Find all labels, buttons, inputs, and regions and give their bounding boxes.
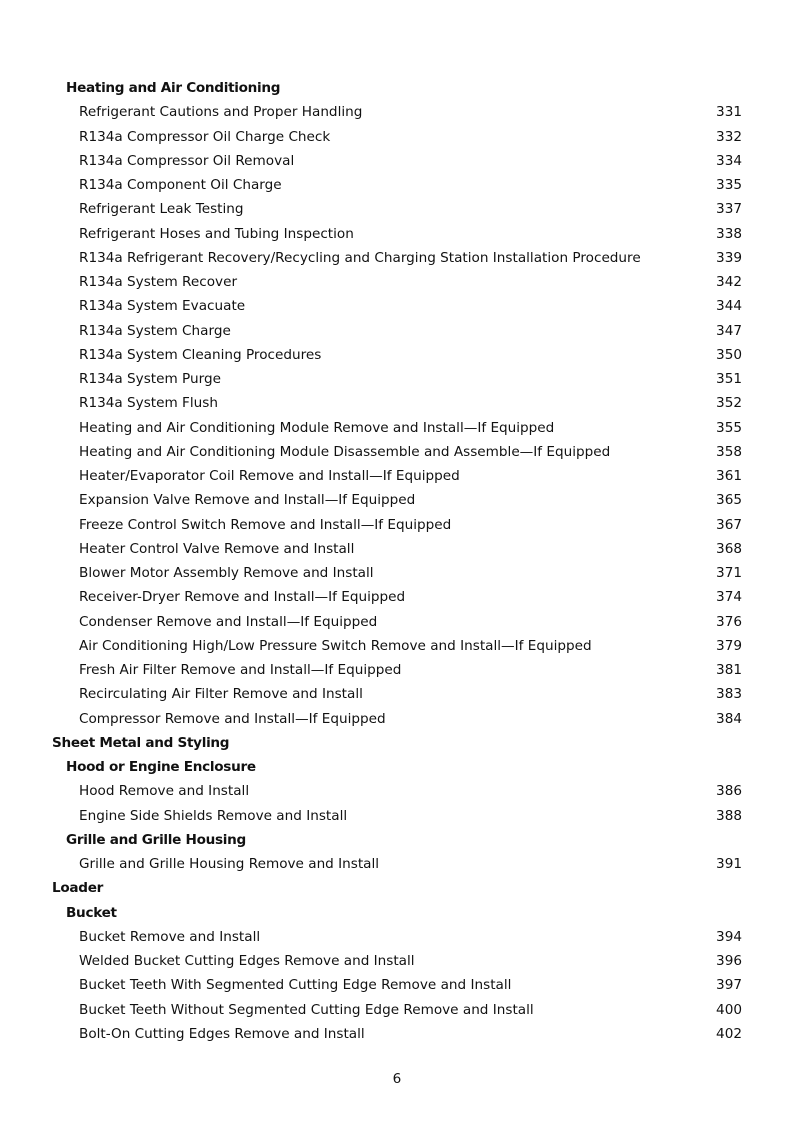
toc-entry-page-number: 394 bbox=[716, 928, 742, 945]
toc-entry-title: Compressor Remove and Install—If Equipped bbox=[79, 710, 386, 727]
toc-entry[interactable] bbox=[0, 682, 794, 706]
toc-entry-page-number: 338 bbox=[716, 225, 742, 242]
page-number: 6 bbox=[392, 1071, 402, 1087]
toc-entry[interactable] bbox=[0, 416, 794, 440]
toc-subsection-heading bbox=[0, 76, 794, 100]
toc-entry[interactable] bbox=[0, 537, 794, 561]
toc-entry-page-number: 344 bbox=[716, 298, 742, 315]
toc-entry-page-number: 331 bbox=[716, 104, 742, 121]
toc-entry-page-number: 337 bbox=[716, 201, 742, 218]
toc-entry-page-number: 396 bbox=[716, 953, 742, 969]
toc-entry[interactable] bbox=[0, 125, 794, 149]
toc-entry-page-number: 367 bbox=[716, 516, 742, 533]
toc-entry-title: R134a System Purge bbox=[79, 371, 221, 387]
toc-entry-title: Air Conditioning High/Low Pressure Switch Remove and Install—If Equipped bbox=[79, 637, 592, 654]
toc-entry-title: R134a System Charge bbox=[79, 322, 231, 339]
toc-entry[interactable] bbox=[0, 1022, 794, 1046]
toc-entry-title: Refrigerant Cautions and Proper Handling bbox=[79, 104, 363, 121]
toc-entry-page-number: 400 bbox=[716, 1001, 742, 1018]
toc-entry[interactable] bbox=[0, 973, 794, 997]
toc-entry[interactable] bbox=[0, 488, 794, 512]
toc-entry-page-number: 335 bbox=[716, 177, 742, 193]
toc-entry[interactable] bbox=[0, 925, 794, 949]
toc-entry-page-number: 374 bbox=[716, 589, 742, 606]
toc-entry-title: Bucket Teeth Without Segmented Cutting Edge Remove and Install bbox=[79, 1001, 534, 1018]
toc-section-heading bbox=[0, 876, 794, 900]
toc-entry-title: Grille and Grille Housing bbox=[66, 831, 246, 848]
toc-entry[interactable] bbox=[0, 343, 794, 367]
toc-entry[interactable] bbox=[0, 100, 794, 124]
toc-subsection-heading bbox=[0, 901, 794, 925]
toc-entry-page-number: 397 bbox=[716, 977, 742, 994]
toc-entry[interactable] bbox=[0, 707, 794, 731]
toc-entry-page-number: 379 bbox=[716, 637, 742, 654]
toc-entry[interactable] bbox=[0, 561, 794, 585]
toc-entry-page-number: 388 bbox=[716, 807, 742, 824]
toc-entry-page-number: 352 bbox=[716, 395, 742, 412]
toc-entry[interactable] bbox=[0, 246, 794, 270]
toc-subsection-heading bbox=[0, 828, 794, 852]
toc-entry-title: Recirculating Air Filter Remove and Install bbox=[79, 686, 363, 703]
toc-entry[interactable] bbox=[0, 779, 794, 803]
toc-entry[interactable] bbox=[0, 149, 794, 173]
toc-entry-title: Fresh Air Filter Remove and Install—If Equipped bbox=[79, 662, 402, 678]
toc-entry-title: Refrigerant Hoses and Tubing Inspection bbox=[79, 225, 354, 242]
toc-entry[interactable] bbox=[0, 852, 794, 876]
toc-entry-title: R134a Refrigerant Recovery/Recycling and Charging Station Installation Procedure bbox=[79, 249, 641, 266]
toc-entry-title: Hood or Engine Enclosure bbox=[66, 759, 256, 775]
toc-entry-page-number: 361 bbox=[716, 468, 742, 484]
toc-entry[interactable] bbox=[0, 513, 794, 537]
table-of-contents bbox=[0, 76, 794, 1046]
toc-section-heading bbox=[0, 731, 794, 755]
toc-entry-title: Blower Motor Assembly Remove and Install bbox=[79, 565, 374, 581]
toc-entry-page-number: 384 bbox=[716, 710, 742, 727]
toc-entry-page-number: 381 bbox=[716, 662, 742, 678]
toc-entry-title: R134a System Cleaning Procedures bbox=[79, 346, 322, 363]
toc-entry-title: Hood Remove and Install bbox=[79, 783, 250, 800]
toc-entry-page-number: 351 bbox=[716, 371, 742, 387]
toc-entry-page-number: 376 bbox=[716, 613, 742, 630]
toc-entry[interactable] bbox=[0, 585, 794, 609]
toc-entry-page-number: 358 bbox=[716, 443, 742, 460]
toc-entry-title: Heating and Air Conditioning Module Remove and Install—If Equipped bbox=[79, 419, 555, 436]
toc-entry-title: R134a Compressor Oil Charge Check bbox=[79, 128, 331, 145]
toc-entry-title: R134a System Recover bbox=[79, 274, 238, 290]
toc-entry-title: Freeze Control Switch Remove and Install—If Equipped bbox=[79, 516, 452, 533]
toc-entry-page-number: 402 bbox=[716, 1025, 742, 1042]
toc-entry-page-number: 339 bbox=[716, 249, 742, 266]
toc-entry[interactable] bbox=[0, 949, 794, 973]
toc-entry-title: Engine Side Shields Remove and Install bbox=[79, 807, 348, 824]
toc-entry-page-number: 383 bbox=[716, 686, 742, 703]
toc-entry-title: Heater/Evaporator Coil Remove and Install—If Equipped bbox=[79, 468, 460, 484]
toc-entry-title: Bucket Teeth With Segmented Cutting Edge Remove and Install bbox=[79, 977, 512, 994]
toc-entry-title: Bolt-On Cutting Edges Remove and Install bbox=[79, 1025, 365, 1042]
toc-entry-page-number: 350 bbox=[716, 346, 742, 363]
toc-entry-page-number: 368 bbox=[716, 540, 742, 557]
toc-entry-title: Expansion Valve Remove and Install—If Equipped bbox=[79, 492, 416, 509]
toc-entry[interactable] bbox=[0, 222, 794, 246]
toc-entry-page-number: 347 bbox=[716, 322, 742, 339]
toc-entry-title: Refrigerant Leak Testing bbox=[79, 201, 244, 218]
toc-entry-page-number: 342 bbox=[716, 274, 742, 290]
toc-entry[interactable] bbox=[0, 391, 794, 415]
toc-entry-title: R134a Component Oil Charge bbox=[79, 177, 282, 193]
toc-entry-page-number: 386 bbox=[716, 783, 742, 800]
toc-entry[interactable] bbox=[0, 634, 794, 658]
toc-entry-title: Heating and Air Conditioning Module Disassemble and Assemble—If Equipped bbox=[79, 443, 611, 460]
toc-entry-title: R134a System Evacuate bbox=[79, 298, 246, 315]
toc-entry[interactable] bbox=[0, 173, 794, 197]
toc-entry-title: R134a Compressor Oil Removal bbox=[79, 152, 295, 169]
toc-entry[interactable] bbox=[0, 658, 794, 682]
toc-entry[interactable] bbox=[0, 294, 794, 318]
toc-entry-title: Loader bbox=[52, 880, 104, 897]
toc-entry[interactable] bbox=[0, 197, 794, 221]
toc-entry-page-number: 332 bbox=[716, 128, 742, 145]
toc-entry-title: Receiver-Dryer Remove and Install—If Equipped bbox=[79, 589, 406, 606]
toc-entry[interactable] bbox=[0, 319, 794, 343]
toc-entry[interactable] bbox=[0, 464, 794, 488]
toc-entry-title: Bucket Remove and Install bbox=[79, 928, 261, 945]
toc-entry[interactable] bbox=[0, 804, 794, 828]
toc-entry-title: Sheet Metal and Styling bbox=[52, 734, 230, 751]
toc-entry[interactable] bbox=[0, 998, 794, 1022]
toc-entry-title: Heating and Air Conditioning bbox=[66, 80, 281, 96]
toc-entry-page-number: 371 bbox=[716, 565, 742, 581]
toc-subsection-heading bbox=[0, 755, 794, 779]
toc-entry-title: Bucket bbox=[66, 904, 117, 921]
toc-entry-page-number: 334 bbox=[716, 152, 742, 169]
toc-entry[interactable] bbox=[0, 270, 794, 294]
toc-entry-title: Grille and Grille Housing Remove and Install bbox=[79, 856, 380, 872]
toc-entry[interactable] bbox=[0, 610, 794, 634]
toc-entry-page-number: 365 bbox=[716, 492, 742, 509]
toc-entry-title: Welded Bucket Cutting Edges Remove and Install bbox=[79, 953, 415, 969]
toc-entry-page-number: 355 bbox=[716, 419, 742, 436]
toc-entry[interactable] bbox=[0, 367, 794, 391]
toc-entry-title: R134a System Flush bbox=[79, 395, 218, 412]
toc-entry[interactable] bbox=[0, 440, 794, 464]
toc-entry-page-number: 391 bbox=[716, 856, 742, 872]
toc-entry-title: Heater Control Valve Remove and Install bbox=[79, 540, 355, 557]
toc-entry-title: Condenser Remove and Install—If Equipped bbox=[79, 613, 378, 630]
